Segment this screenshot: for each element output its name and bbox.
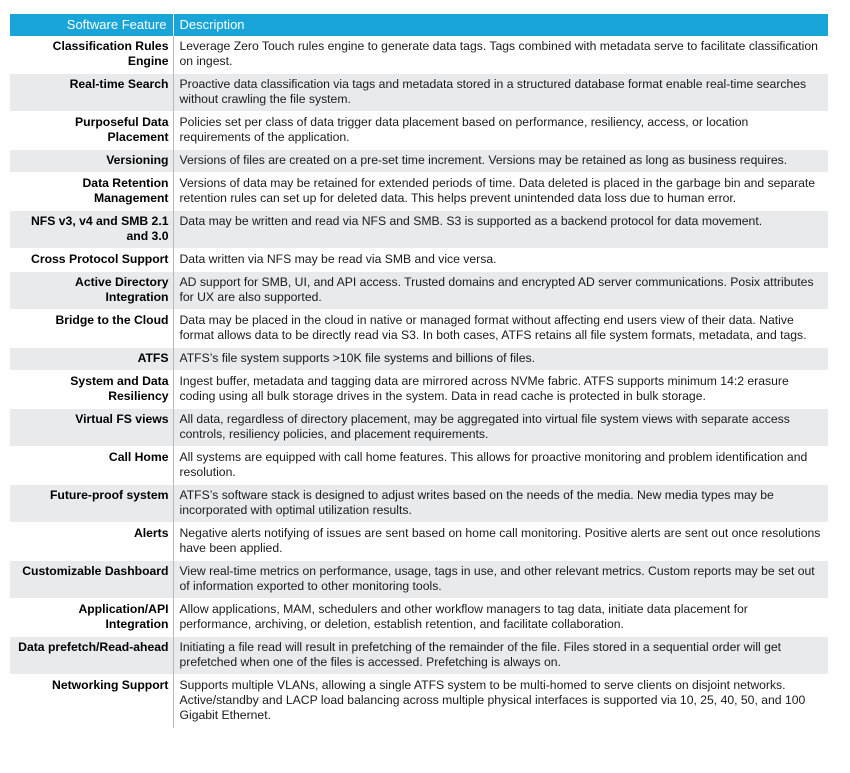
feature-name: Cross Protocol Support [10,249,173,272]
feature-description: Proactive data classification via tags and metadata stored in a structured database format enable real-time searches without crawling the file system. [173,74,828,112]
feature-name: Active Directory Integration [10,272,173,310]
table-row [10,272,828,310]
table-row [10,211,828,249]
table-row [10,371,828,409]
table-row [10,150,828,173]
feature-description: AD support for SMB, UI, and API access. Trusted domains and encrypted AD server communications. Posix attributes for UX are also supported. [173,272,828,310]
table-header-row [10,14,828,36]
feature-description: Supports multiple VLANs, allowing a single ATFS system to be multi-homed to serve clients on disjoint networks. Active/standby and LACP load balancing across multiple physical interfaces is supported via 10, 25, 40, 50, and 100 Gigabit Ethernet. [179,678,806,722]
feature-description: All systems are equipped with call home features. This allows for proactive monitoring and problem identification and resolution. [179,450,808,479]
feature-name: ATFS [10,348,173,371]
feature-description: Ingest buffer, metadata and tagging data are mirrored across NVMe fabric. ATFS supports minimum 14:2 erasure coding using all bulk storage drives in the system. Data in read cache is protected in bulk storage. [179,374,789,403]
feature-description: View real-time metrics on performance, usage, tags in use, and other relevant metrics. Custom reports may be set out of information exported to other monitoring tools. [173,561,828,599]
table-row [10,112,828,150]
table-row [10,173,828,211]
feature-name: Bridge to the Cloud [10,310,173,348]
feature-name: NFS v3, v4 and SMB 2.1 and 3.0 [10,211,173,249]
feature-description: Data may be written and read via NFS and SMB. S3 is supported as a backend protocol for data movement. [173,211,828,249]
header-software-feature: Software Feature [10,14,173,36]
feature-description: Policies set per class of data trigger data placement based on performance, resiliency, access, or location requirements of the application. [179,115,749,144]
feature-name: Application/API Integration [10,599,173,637]
table-row [10,561,828,599]
header-description: Description [173,14,828,36]
feature-description: All data, regardless of directory placement, may be aggregated into virtual file system views with separate access controls, resiliency policies, and placement requirements. [173,409,828,447]
feature-description: Initiating a file read will result in prefetching of the remainder of the file. Files stored in a sequential order will get prefetched when one of the files is accessed. Prefetching is always on. [173,637,828,675]
feature-name: Data Retention Management [10,173,173,211]
table-row [10,599,828,637]
feature-name: Real-time Search [10,74,173,112]
table-row [10,447,828,485]
feature-description: Allow applications, MAM, schedulers and other workflow managers to tag data, initiate data placement for performance, archiving, or deletion, establish retention, and facilitate collaboration. [179,602,748,631]
table-body [10,36,828,728]
feature-name: Virtual FS views [10,409,173,447]
feature-name: Versioning [10,150,173,173]
feature-name: Call Home [10,447,173,485]
feature-name: Networking Support [10,675,173,728]
feature-description: Leverage Zero Touch rules engine to generate data tags. Tags combined with metadata serve to facilitate classification on ingest. [179,39,818,68]
feature-description: ATFS’s software stack is designed to adjust writes based on the needs of the media. New media types may be incorporated with optimal utilization results. [173,485,828,523]
feature-name: Customizable Dashboard [10,561,173,599]
table-row [10,637,828,675]
table-row [10,249,828,272]
feature-name: Classification Rules Engine [10,36,173,74]
feature-description: Versions of files are created on a pre-set time increment. Versions may be retained as long as business requires. [173,150,828,173]
software-feature-table [10,14,828,728]
feature-name: System and Data Resiliency [10,371,173,409]
feature-description: Negative alerts notifying of issues are sent based on home call monitoring. Positive alerts are sent out once resolutions have been applied. [179,526,821,555]
feature-table-container [10,14,828,728]
table-row [10,74,828,112]
table-row [10,485,828,523]
feature-name: Purposeful Data Placement [10,112,173,150]
feature-name: Future-proof system [10,485,173,523]
table-row [10,675,828,728]
feature-name: Data prefetch/Read-ahead [10,637,173,675]
table-row [10,409,828,447]
table-row [10,310,828,348]
feature-name: Alerts [10,523,173,561]
feature-description: Data may be placed in the cloud in native or managed format without affecting end users view of their data. Native format allows data to be directly read via S3. In both cases, ATFS retains all file system formats, metadata, and tags. [179,313,807,342]
feature-description: Versions of data may be retained for extended periods of time. Data deleted is placed in the garbage bin and separate retention rules can set up for deleted data. This helps prevent unintended data loss due to human error. [179,176,816,205]
feature-description: ATFS’s file system supports >10K file systems and billions of files. [173,348,828,371]
feature-description: Data written via NFS may be read via SMB and vice versa. [179,252,497,266]
table-row [10,523,828,561]
table-row [10,36,828,74]
table-row [10,348,828,371]
